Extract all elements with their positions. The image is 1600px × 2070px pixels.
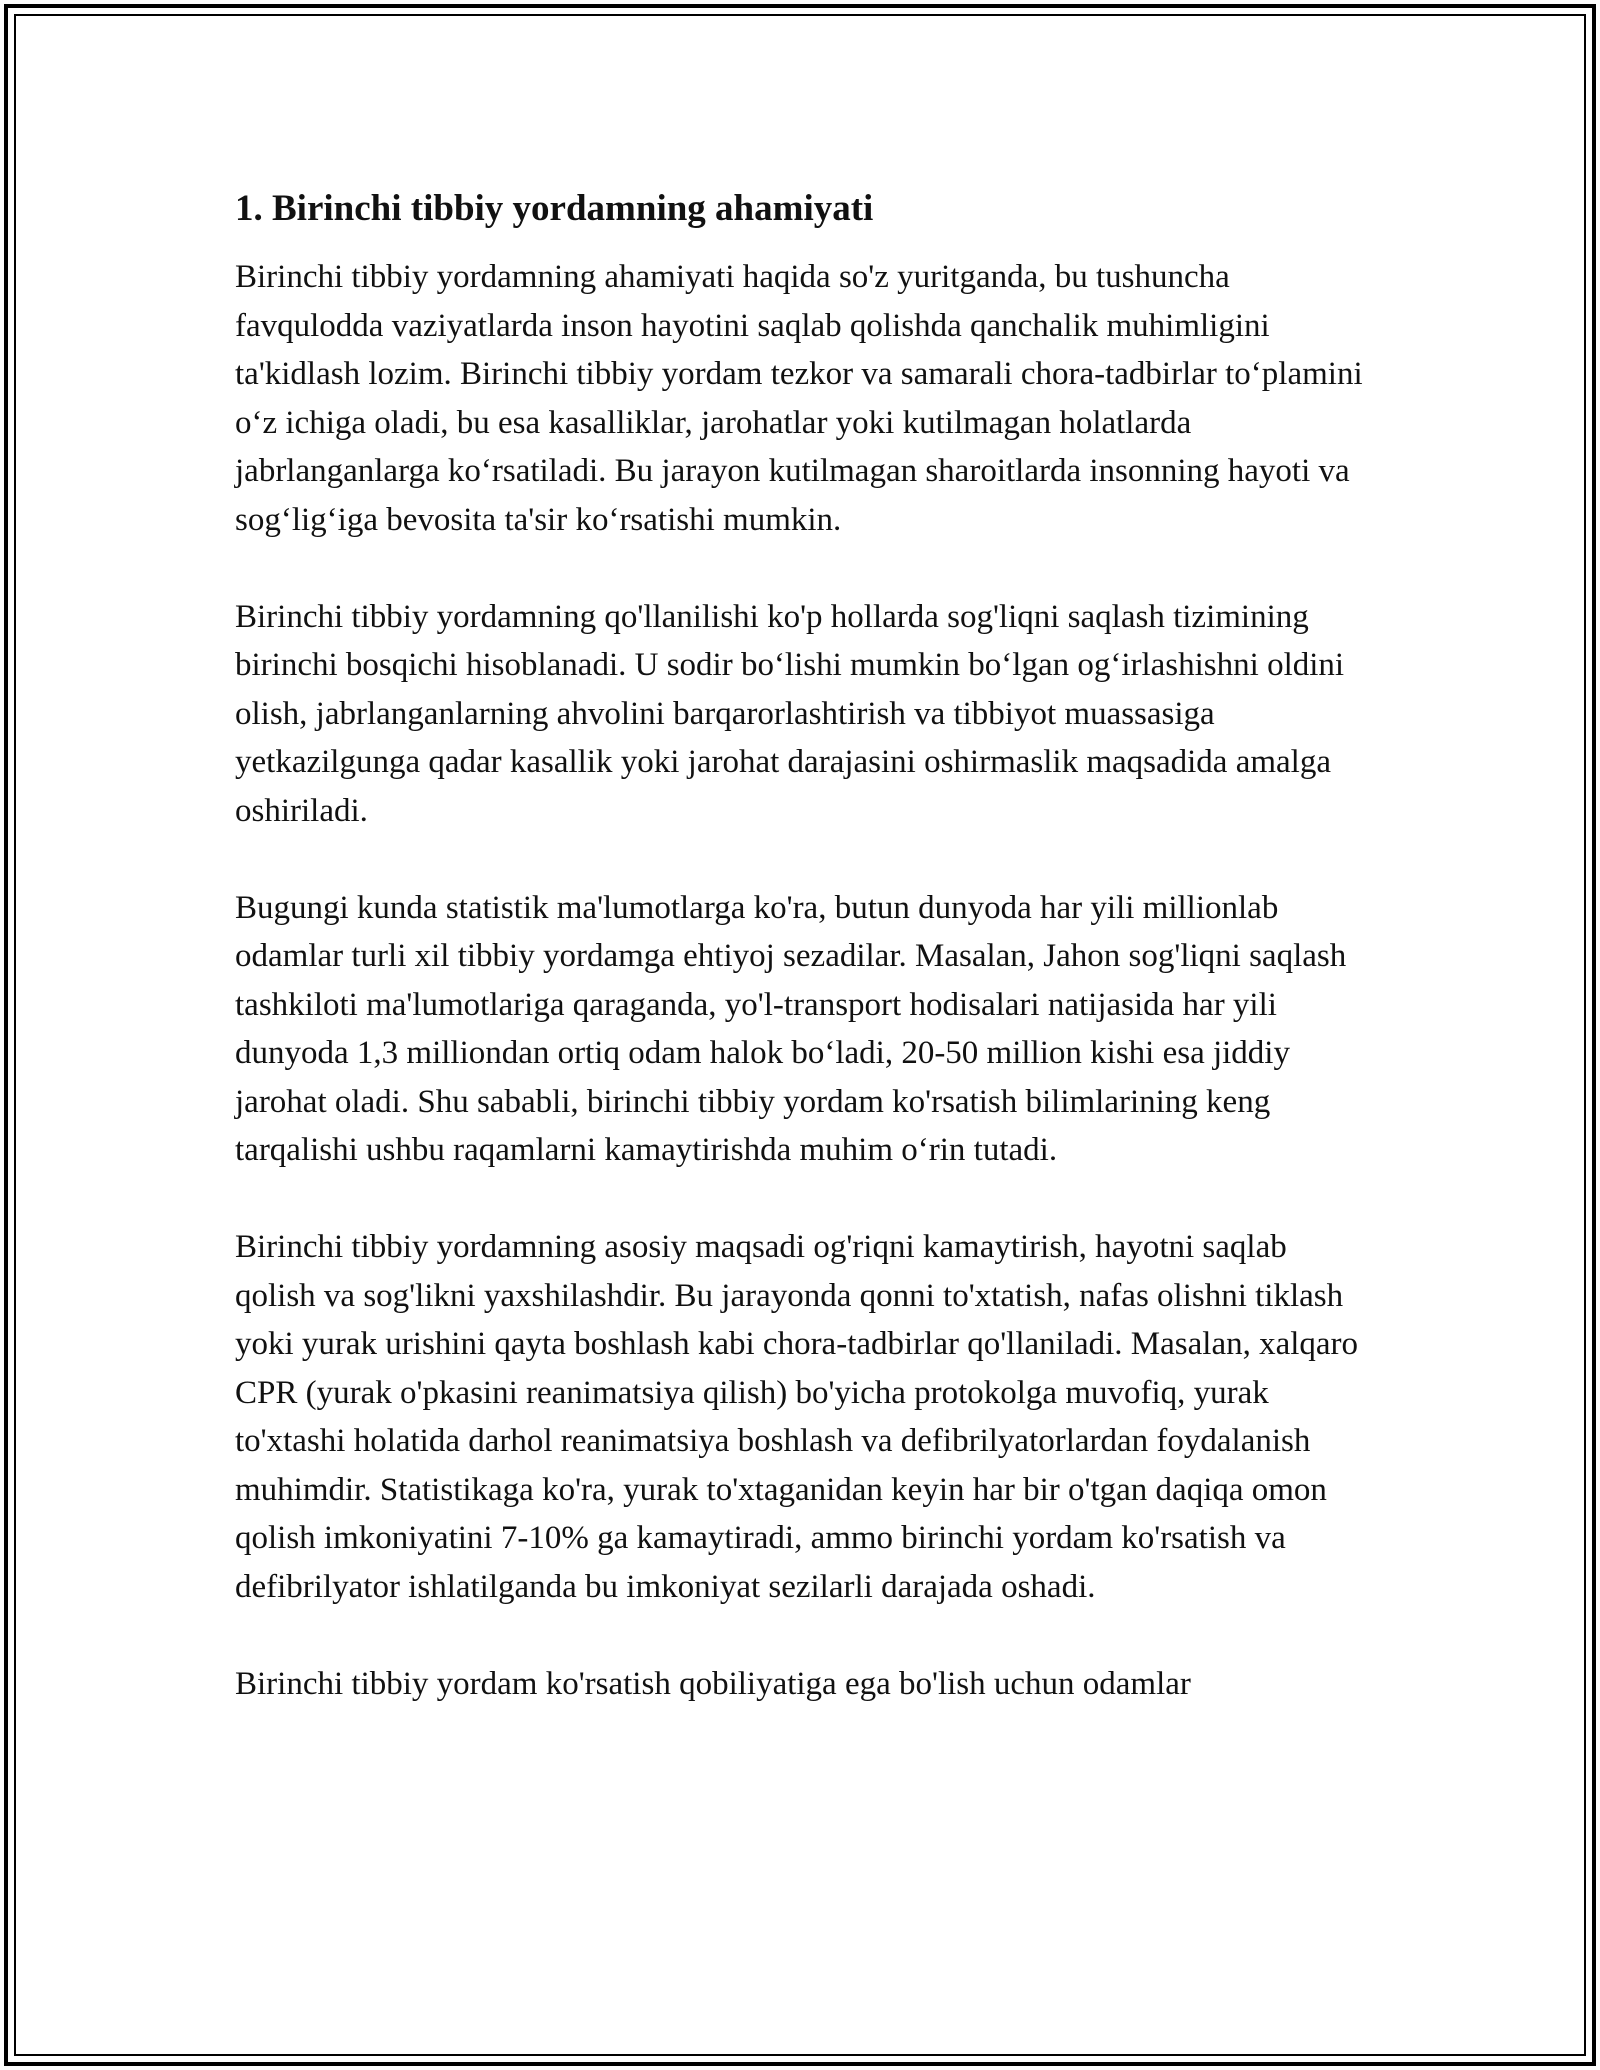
document-body xyxy=(235,185,1365,1757)
paragraph-2: Birinchi tibbiy yordamning qo'llanilishi ko'p hollarda sog'liqni saqlash tizimining birinchi bosqichi hisoblanadi. U sodir bo‘lishi mumkin bo‘lgan og‘irlashishni oldini olish, jabrlanganlarning ahvolini barqarorlashtirish va tibbiyot muassasiga yetkazilgunga qadar kasallik yoki jarohat darajasini oshirmaslik maqsadida amalga oshiriladi. xyxy=(235,598,1345,829)
paragraph-1: Birinchi tibbiy yordamning ahamiyati haqida so'z yuritganda, bu tushuncha favqulodda vaziyatlarda inson hayotini saqlab qolishda qanchalik muhimligini ta'kidlash lozim. Birinchi tibbiy yordam tezkor va samarali chora-tadbirlar to‘plamini o‘z ichiga oladi, bu esa kasalliklar, jarohatlar yoki kutilmagan holatlarda jabrlanganlarga ko‘rsatiladi. Bu jarayon kutilmagan sharoitlarda insonning hayoti va sog‘lig‘iga bevosita ta'sir ko‘rsatishi mumkin. xyxy=(235,259,1363,538)
section-heading: 1. Birinchi tibbiy yordamning ahamiyati xyxy=(235,188,874,229)
paragraph-4: Birinchi tibbiy yordamning asosiy maqsadi og'riqni kamaytirish, hayotni saqlab qolish va sog'likni yaxshilashdir. Bu jarayonda qonni to'xtatish, nafas olishni tiklash yoki yurak urishini qayta boshlash kabi chora-tadbirlar qo'llaniladi. Masalan, xalqaro CPR (yurak o'pkasini reanimatsiya qilish) bo'yicha protokolga muvofiq, yurak to'xtashi holatida darhol reanimatsiya boshlash va defibrilyatorlardan foydalanish muhimdir. Statistikaga ko'ra, yurak to'xtaganidan keyin har bir o'tgan daqiqa omon qolish imkoniyatini 7-10% ga kamaytiradi, ammo birinchi yordam ko'rsatish va defibrilyator ishlatilganda bu imkoniyat sezilarli darajada oshadi. xyxy=(235,1229,1359,1605)
paragraph-5: Birinchi tibbiy yordam ko'rsatish qobiliyatiga ega bo'lish uchun odamlar xyxy=(235,1665,1191,1702)
paragraph-3: Bugungi kunda statistik ma'lumotlarga ko'ra, butun dunyoda har yili millionlab odamlar turli xil tibbiy yordamga ehtiyoj sezadilar. Masalan, Jahon sog'liqni saqlash tashkiloti ma'lumotlariga qaraganda, yo'l-transport hodisalari natijasida har yili dunyoda 1,3 milliondan ortiq odam halok bo‘ladi, 20-50 million kishi esa jiddiy jarohat oladi. Shu sababli, birinchi tibbiy yordam ko'rsatish bilimlarining keng tarqalishi ushbu raqamlarni kamaytirishda muhim o‘rin tutadi. xyxy=(235,889,1347,1168)
